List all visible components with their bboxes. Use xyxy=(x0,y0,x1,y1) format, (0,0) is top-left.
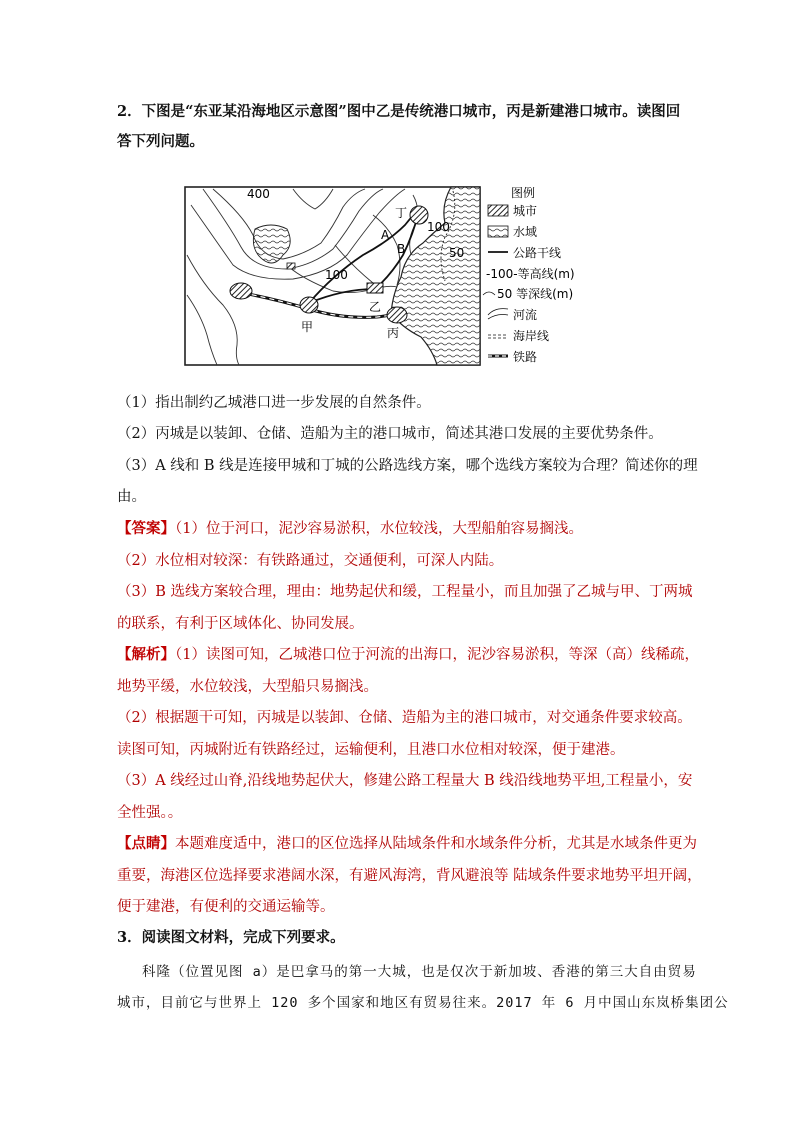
label-line-a: A xyxy=(381,228,390,242)
analysis-line-6: 全性强。。 xyxy=(117,805,183,821)
question-3-line-2: 由。 xyxy=(117,489,146,505)
label-city-bing: 丙 xyxy=(387,326,400,340)
label-city-yi: 乙 xyxy=(369,300,382,314)
legend-river-symbol xyxy=(488,309,508,315)
analysis-line-3: （2）根据题干可知，丙城是以装卸、仓储、造船为主的港口城市，对交通条件要求较高。 xyxy=(117,710,692,726)
city-west xyxy=(230,283,252,299)
question-3-line-1: （3）A 线和 B 线是连接甲城和丁城的公路选线方案，哪个选线方案较为合理？简述你的理 xyxy=(117,458,698,474)
legend-item-road: 公路干线 xyxy=(513,246,562,260)
legend-item-depth: 50 等深线(m) xyxy=(497,287,574,301)
label-contour-100b: 100 xyxy=(427,220,450,234)
answer-text-1: （1）位于河口，泥沙容易淤积，水位较浅，大型船舶容易搁浅。 xyxy=(175,521,583,537)
q2-stem-line-2: 答下列问题。 xyxy=(117,133,204,150)
city-ding xyxy=(410,206,428,224)
coastal-map-figure xyxy=(183,185,593,370)
answer-line-3: （3）B 选线方案较合理，理由：地势起伏和缓，工程量小，而且加强了乙城与甲、丁两城 xyxy=(117,584,693,600)
analysis-line-2: 地势平缓，水位较浅，大型船只易搁浅。 xyxy=(117,679,378,695)
answer-line-4: 的联系，有利于区域体化、协同发展。 xyxy=(117,616,364,632)
analysis-tag: 【解析】 xyxy=(117,646,175,663)
question-2: （2）丙城是以装卸、仓储、造船为主的港口城市，简述其港口发展的主要优势条件。 xyxy=(117,426,663,442)
q2-stem-line-1: 2．下图是“东亚某沿海地区示意图”图中乙是传统港口城市，丙是新建港口城市。读图回 xyxy=(117,103,681,120)
comment-line-3: 便于建港，有便利的交通运输等。 xyxy=(117,899,335,915)
label-city-ding: 丁 xyxy=(395,206,408,220)
analysis-line-4: 读图可知，丙城附近有铁路经过，运输便利，且港口水位相对较深，便于建港。 xyxy=(117,742,625,758)
comment-tag: 【点睛】 xyxy=(117,835,175,852)
analysis-text-1: （1）读图可知，乙城港口位于河流的出海口，泥沙容易淤积，等深（高）线稀疏， xyxy=(175,647,699,663)
comment-text-1: 本题难度适中，港口的区位选择从陆域条件和水域条件分析，尤其是水域条件更为 xyxy=(175,836,697,852)
q3-stem: 3．阅读图文材料，完成下列要求。 xyxy=(117,929,345,946)
label-city-jia: 甲 xyxy=(301,320,314,334)
legend-city-symbol xyxy=(488,205,508,216)
legend-item-coast: 海岸线 xyxy=(513,329,550,343)
comment-line-1 xyxy=(117,834,697,854)
analysis-line-5: （3）A 线经过山脊,沿线地势起伏大，修建公路工程量大 B 线沿线地势平坦,工程量小，安 xyxy=(117,773,693,789)
legend-depth-symbol xyxy=(483,292,495,295)
legend-title: 图例 xyxy=(511,186,536,200)
legend-item-river: 河流 xyxy=(513,308,538,322)
legend-item-water: 水域 xyxy=(513,225,538,239)
answer-tag: 【答案】 xyxy=(117,520,175,537)
answer-line-1 xyxy=(117,519,583,539)
label-contour-100a: 100 xyxy=(325,268,348,282)
label-contour-400: 400 xyxy=(247,187,270,201)
legend-water-symbol xyxy=(488,226,508,237)
city-jia xyxy=(300,297,318,313)
label-line-b: B xyxy=(397,242,406,256)
town-small xyxy=(287,263,295,269)
comment-line-2: 重要，海港区位选择要求港阔水深，有避风海湾，背风避浪等 陆域条件要求地势平坦开阔， xyxy=(117,868,702,884)
legend-item-contour: -100-等高线(m) xyxy=(486,267,575,281)
q3-paragraph-line-2: 城市，目前它与世界上 120 多个国家和地区有贸易往来。2017 年 6 月中国山东岚桥集团公 xyxy=(117,995,729,1011)
city-yi xyxy=(367,283,383,293)
analysis-line-1 xyxy=(117,645,699,665)
legend-item-railway: 铁路 xyxy=(513,350,538,364)
city-bing xyxy=(387,307,407,323)
map-legend xyxy=(483,185,575,364)
q3-paragraph-line-1: 科隆（位置见图 a）是巴拿马的第一大城，也是仅次于新加坡、香港的第三大自由贸易 xyxy=(142,964,697,980)
legend-item-city: 城市 xyxy=(513,204,538,218)
question-1: （1）指出制约乙城港口进一步发展的自然条件。 xyxy=(117,395,431,411)
label-depth-50: 50 xyxy=(449,246,465,260)
answer-line-2: （2）水位相对较深：有铁路通过，交通便利，可深人内陆。 xyxy=(117,553,504,569)
